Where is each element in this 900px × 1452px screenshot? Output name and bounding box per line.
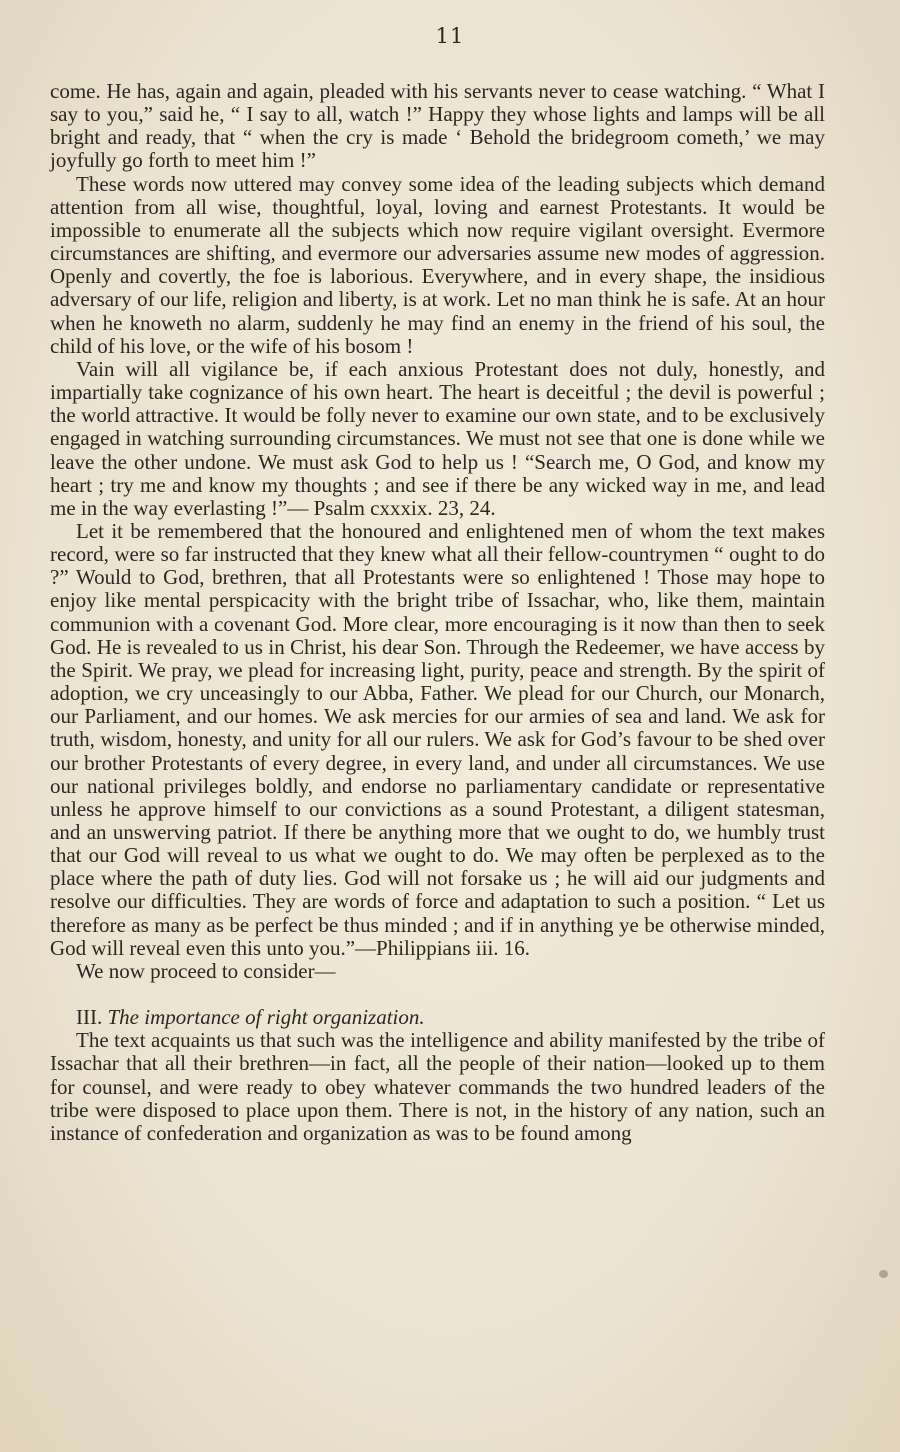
section-heading [50, 1006, 825, 1029]
paragraph-2: These words now uttered may convey some idea of the leading subjects which demand attention from all wise, thoughtful, loyal, loving and earnest Protestants. It would be impossible to enumerate all the subjects which now require vigilant oversight. Evermore circumstances are shifting, and evermore our adversaries assume new modes of aggression. Openly and covertly, the foe is laborious. Everywhere, and in every shape, the insidious adversary of our life, religion and liberty, is at work. Let no man think he is safe. At an hour when he knoweth no alarm, suddenly he may find an enemy in the friend of his soul, the child of his love, or the wife of his bosom ! [50, 171, 825, 358]
paragraph-5: We now proceed to consider— [76, 958, 336, 983]
ink-spot [879, 1270, 888, 1278]
section-title: The importance of right organization. [107, 1005, 425, 1030]
paragraph-6: The text acquaints us that such was the intelligence and ability manifested by the tribe of Issachar that all their brethren—in fact, all the people of their nation—looked up to them for counsel, and were ready to obey whatever commands the two hundred leaders of the tribe were disposed to place upon them. There is not, in the history of any nation, such an instance of confederation and organization as was to be found among [50, 1028, 825, 1145]
paragraph-3: Vain will all vigilance be, if each anxious Protestant does not duly, honestly, and impartially take cognizance of his own heart. The heart is deceitful ; the devil is powerful ; the world attractive. It would be folly never to examine our own state, and to be exclusively engaged in watching surrounding circumstances. We must not see that one is done while we leave the other undone. We must ask God to help us ! “Search me, O God, and know my heart ; try me and know my thoughts ; and see if there be any wicked way in me, and lead me in the way everlasting !”— Psalm cxxxix. 23, 24. [50, 356, 825, 520]
paragraph-1: come. He has, again and again, pleaded with his servants never to cease watching. “ What I say to you,” said he, “ I say to all, watch !” Happy they whose lights and lamps will be all bright and ready, that “ when the cry is made ‘ Behold the bridegroom cometh,’ we may joyfully go forth to meet him !” [50, 79, 825, 173]
page-number: 11 [435, 24, 465, 48]
body-text [50, 80, 825, 1145]
section-numeral: III. [76, 1005, 103, 1030]
paragraph-4: Let it be remembered that the honoured and enlightened men of whom the text makes record, were so far instructed that they knew what all their fellow-countrymen “ ought to do ?” Would to God, brethren, that all Protestants were so enlightened ! Those may hope to enjoy like mental perspicacity with the bright tribe of Issachar, who, like them, maintain communion with a covenant God. More clear, more encouraging is it now than then to seek God. He is revealed to us in Christ, his dear Son. Through the Redeemer, we have access by the Spirit. We pray, we plead for increasing light, purity, peace and strength. By the spirit of adoption, we cry unceasingly to our Abba, Father. We plead for our Church, our Monarch, our Parliament, and our homes. We ask mercies for our armies of sea and land. We ask for truth, wisdom, honesty, and unity for all our rulers. We ask for God’s favour to be shed over our brother Protestants of every degree, in every land, and under all circumstances. We use our national privileges boldly, and endorse no parliamentary candidate or representative unless he approve himself to our convictions as a sound Protestant, a diligent statesman, and an unswerving patriot. If there be anything more that we ought to do, we humbly trust that our God will reveal to us what we ought to do. We may often be perplexed as to the place where the path of duty lies. God will not forsake us ; he will aid our judgments and resolve our difficulties. They are words of force and adaptation to such a position. “ Let us therefore as many as be perfect be thus minded ; and if in anything ye be otherwise minded, God will reveal even this unto you.”—Philippians iii. 16. [50, 518, 825, 960]
